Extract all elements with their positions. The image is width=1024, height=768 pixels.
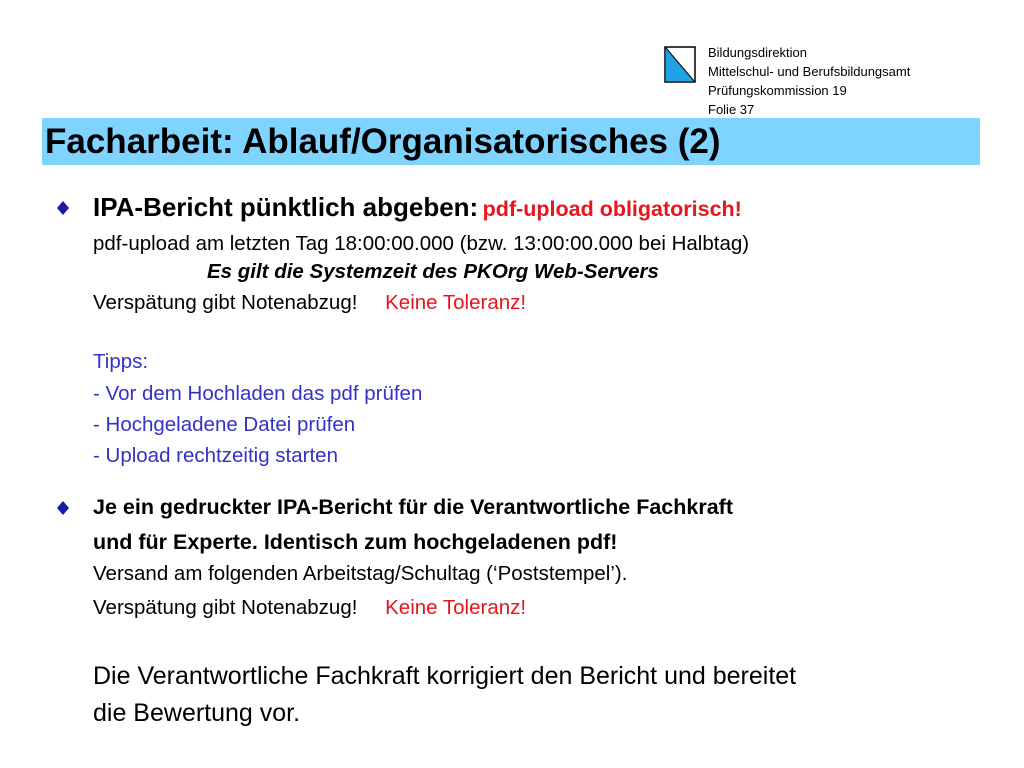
section1-penalty-text: Verspätung gibt Notenabzug! — [93, 291, 358, 314]
section2-paragraph-line2: die Bewertung vor. — [93, 699, 301, 727]
section2-paragraph-line1: Die Verantwortliche Fachkraft korrigiert den Bericht und bereitet — [93, 662, 797, 690]
page-title: Facharbeit: Ablauf/Organisatorisches (2) — [45, 122, 721, 161]
section2-heading-line2: und für Experte. Identisch zum hochgeladenen pdf! — [93, 530, 618, 554]
section1-heading: IPA-Bericht pünktlich abgeben: — [93, 192, 479, 222]
tip-item: - Vor dem Hochladen das pdf prüfen — [93, 382, 423, 405]
tips-title: Tipps: — [93, 350, 149, 373]
header-block — [708, 43, 910, 119]
section2-penalty-line — [93, 595, 526, 621]
header-line-office: Mittelschul- und Berufsbildungsamt — [708, 64, 911, 79]
section1-system-time: Es gilt die Systemzeit des PKOrg Web-Servers — [207, 260, 659, 283]
section2-shipping: Versand am folgenden Arbeitstag/Schultag (‘Poststempel’). — [93, 562, 628, 585]
header-line-commission: Prüfungskommission 19 — [708, 83, 847, 98]
section2-no-tolerance: Keine Toleranz! — [385, 596, 527, 619]
zh-logo-icon — [664, 46, 696, 83]
diamond-bullet-icon — [56, 501, 70, 515]
section1-upload-time: pdf-upload am letzten Tag 18:00:00.000 (bzw. 13:00:00.000 bei Halbtag) — [93, 232, 750, 255]
diamond-bullet-icon — [56, 201, 70, 215]
section1-penalty-line — [93, 290, 526, 316]
section1-heading-line — [93, 192, 742, 223]
section1-heading-red: pdf-upload obligatorisch! — [482, 197, 742, 221]
tip-item: - Upload rechtzeitig starten — [93, 444, 338, 467]
title-bar — [42, 118, 980, 165]
section1-no-tolerance: Keine Toleranz! — [385, 291, 527, 314]
header-line-department: Bildungsdirektion — [708, 45, 808, 60]
tip-item: - Hochgeladene Datei prüfen — [93, 413, 356, 436]
header-line-slide-number: Folie 37 — [708, 102, 755, 117]
section2-penalty-text: Verspätung gibt Notenabzug! — [93, 596, 358, 619]
section2-heading-line1: Je ein gedruckter IPA-Bericht für die Verantwortliche Fachkraft — [93, 495, 734, 519]
